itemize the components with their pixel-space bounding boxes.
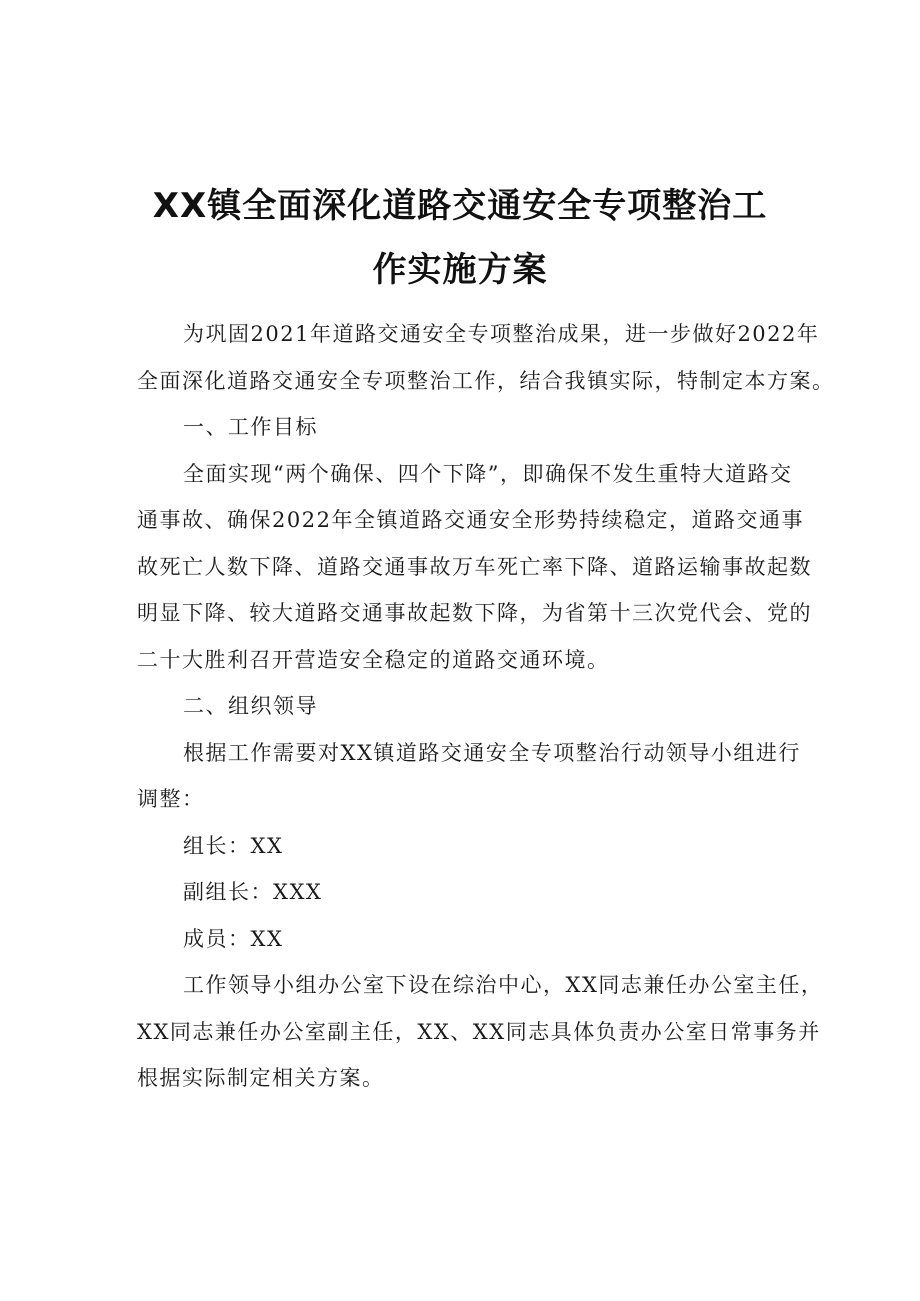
paragraph-intro-line-2: 全面深化道路交通安全专项整治工作，结合我镇实际，特制定本方案。 xyxy=(137,368,835,393)
paragraph-goals-line-3: 故死亡人数下降、道路交通事故万车死亡率下降、道路运输事故起数 xyxy=(137,554,812,579)
paragraph-office-line-2: XX同志兼任办公室副主任，XX、XX同志具体负责办公室日常事务并 xyxy=(137,1019,821,1044)
document-title-line-1: XX镇全面深化道路交通安全专项整治工 xyxy=(152,186,768,226)
member-line: 成员：XX xyxy=(183,926,284,951)
paragraph-organization-line-1: 根据工作需要对XX镇道路交通安全专项整治行动领导小组进行 xyxy=(183,740,801,765)
paragraph-office-line-1: 工作领导小组办公室下设在综治中心，XX同志兼任办公室主任， xyxy=(183,973,824,997)
paragraph-office-line-3: 根据实际制定相关方案。 xyxy=(137,1066,385,1090)
paragraph-goals-line-1: 全面实现“两个确保、四个下降”，即确保不发生重特大道路交 xyxy=(183,461,793,486)
deputy-leader-line: 副组长：XXX xyxy=(183,880,323,904)
leader-line: 组长：XX xyxy=(183,833,284,858)
document-body xyxy=(137,311,835,1102)
section-heading-goals: 一、工作目标 xyxy=(183,415,318,439)
paragraph-goals-line-5: 二十大胜利召开营造安全稳定的道路交通环境。 xyxy=(137,647,610,672)
paragraph-organization-line-2: 调整： xyxy=(137,787,205,811)
section-heading-organization: 二、组织领导 xyxy=(183,694,318,718)
paragraph-goals-line-2: 通事故、确保2022年全镇道路交通安全形势持续稳定，道路交通事 xyxy=(137,508,804,532)
paragraph-goals-line-4: 明显下降、较大道路交通事故起数下降，为省第十三次党代会、党的 xyxy=(137,601,812,625)
document-title-line-2: 作实施方案 xyxy=(372,250,548,290)
paragraph-intro-line-1: 为巩固2021年道路交通安全专项整治成果，进一步做好2022年 xyxy=(183,322,820,346)
